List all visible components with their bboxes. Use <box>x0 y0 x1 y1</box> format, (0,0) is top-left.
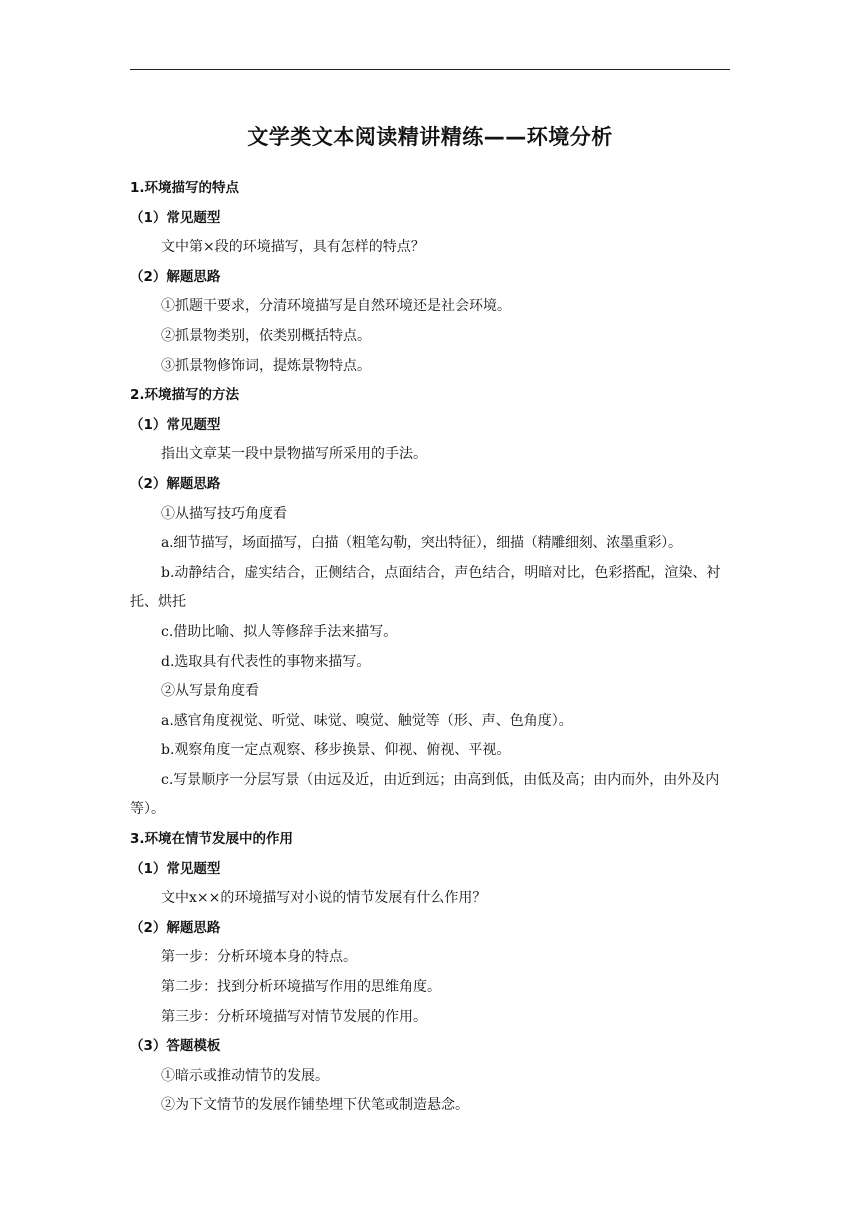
paragraph: ②抓景物类别，依类别概括特点。 <box>161 327 371 344</box>
paragraph: b.观察角度一定点观察、移步换景、仰视、俯视、平视。 <box>161 742 511 759</box>
subsection-heading: （2）解题思路 <box>130 475 221 492</box>
document-title: 文学类文本阅读精讲精练——环境分析 <box>247 125 613 149</box>
paragraph: ②为下文情节的发展作铺垫埋下伏笔或制造悬念。 <box>161 1097 469 1114</box>
subsection-heading: （3）答题模板 <box>130 1038 221 1055</box>
paragraph: ①抓题干要求，分清环境描写是自然环境还是社会环境。 <box>161 298 511 315</box>
paragraph-wrapped: b.动静结合，虚实结合，正侧结合，点面结合，声色结合，明暗对比，色彩搭配，渲染、衬托、烘托 <box>130 564 721 611</box>
paragraph: ①暗示或推动情节的发展。 <box>161 1067 329 1084</box>
paragraph: ①从描写技巧角度看 <box>161 505 287 522</box>
paragraph: ③抓景物修饰词，提炼景物特点。 <box>161 357 371 374</box>
paragraph: 指出文章某一段中景物描写所采用的手法。 <box>161 446 427 463</box>
paragraph: 文中x××的环境描写对小说的情节发展有什么作用？ <box>161 890 487 907</box>
paragraph: 第一步：分析环境本身的特点。 <box>161 949 357 966</box>
header-rule <box>130 69 730 70</box>
document-body <box>130 174 730 1121</box>
paragraph-wrapped: c.写景顺序一分层写景（由远及近，由近到远；由高到低，由低及高；由内而外，由外及内等）。 <box>130 771 720 818</box>
subsection-heading: （1）常见题型 <box>130 860 221 877</box>
section-heading: 1.环境描写的特点 <box>130 180 240 196</box>
paragraph: a.感官角度视觉、听觉、味觉、嗅觉、触觉等（形、声、色角度）。 <box>161 712 573 729</box>
paragraph: 第三步：分析环境描写对情节发展的作用。 <box>161 1008 427 1025</box>
section-heading: 2.环境描写的方法 <box>130 387 240 404</box>
subsection-heading: （1）常见题型 <box>130 416 221 433</box>
paragraph: 文中第×段的环境描写，具有怎样的特点？ <box>161 239 425 256</box>
paragraph: c.借助比喻、拟人等修辞手法来描写。 <box>161 623 398 640</box>
subsection-heading: （2）解题思路 <box>130 919 221 936</box>
subsection-heading: （2）解题思路 <box>130 268 221 285</box>
paragraph: a.细节描写，场面描写，白描（粗笔勾勒，突出特征），细描（精雕细刻、浓墨重彩）。 <box>161 535 682 552</box>
subsection-heading: （1）常见题型 <box>130 209 221 226</box>
paragraph: ②从写景角度看 <box>161 683 259 700</box>
paragraph: d.选取具有代表性的事物来描写。 <box>161 653 371 670</box>
section-heading: 3.环境在情节发展中的作用 <box>130 831 294 848</box>
paragraph: 第二步：找到分析环境描写作用的思维角度。 <box>161 979 441 996</box>
